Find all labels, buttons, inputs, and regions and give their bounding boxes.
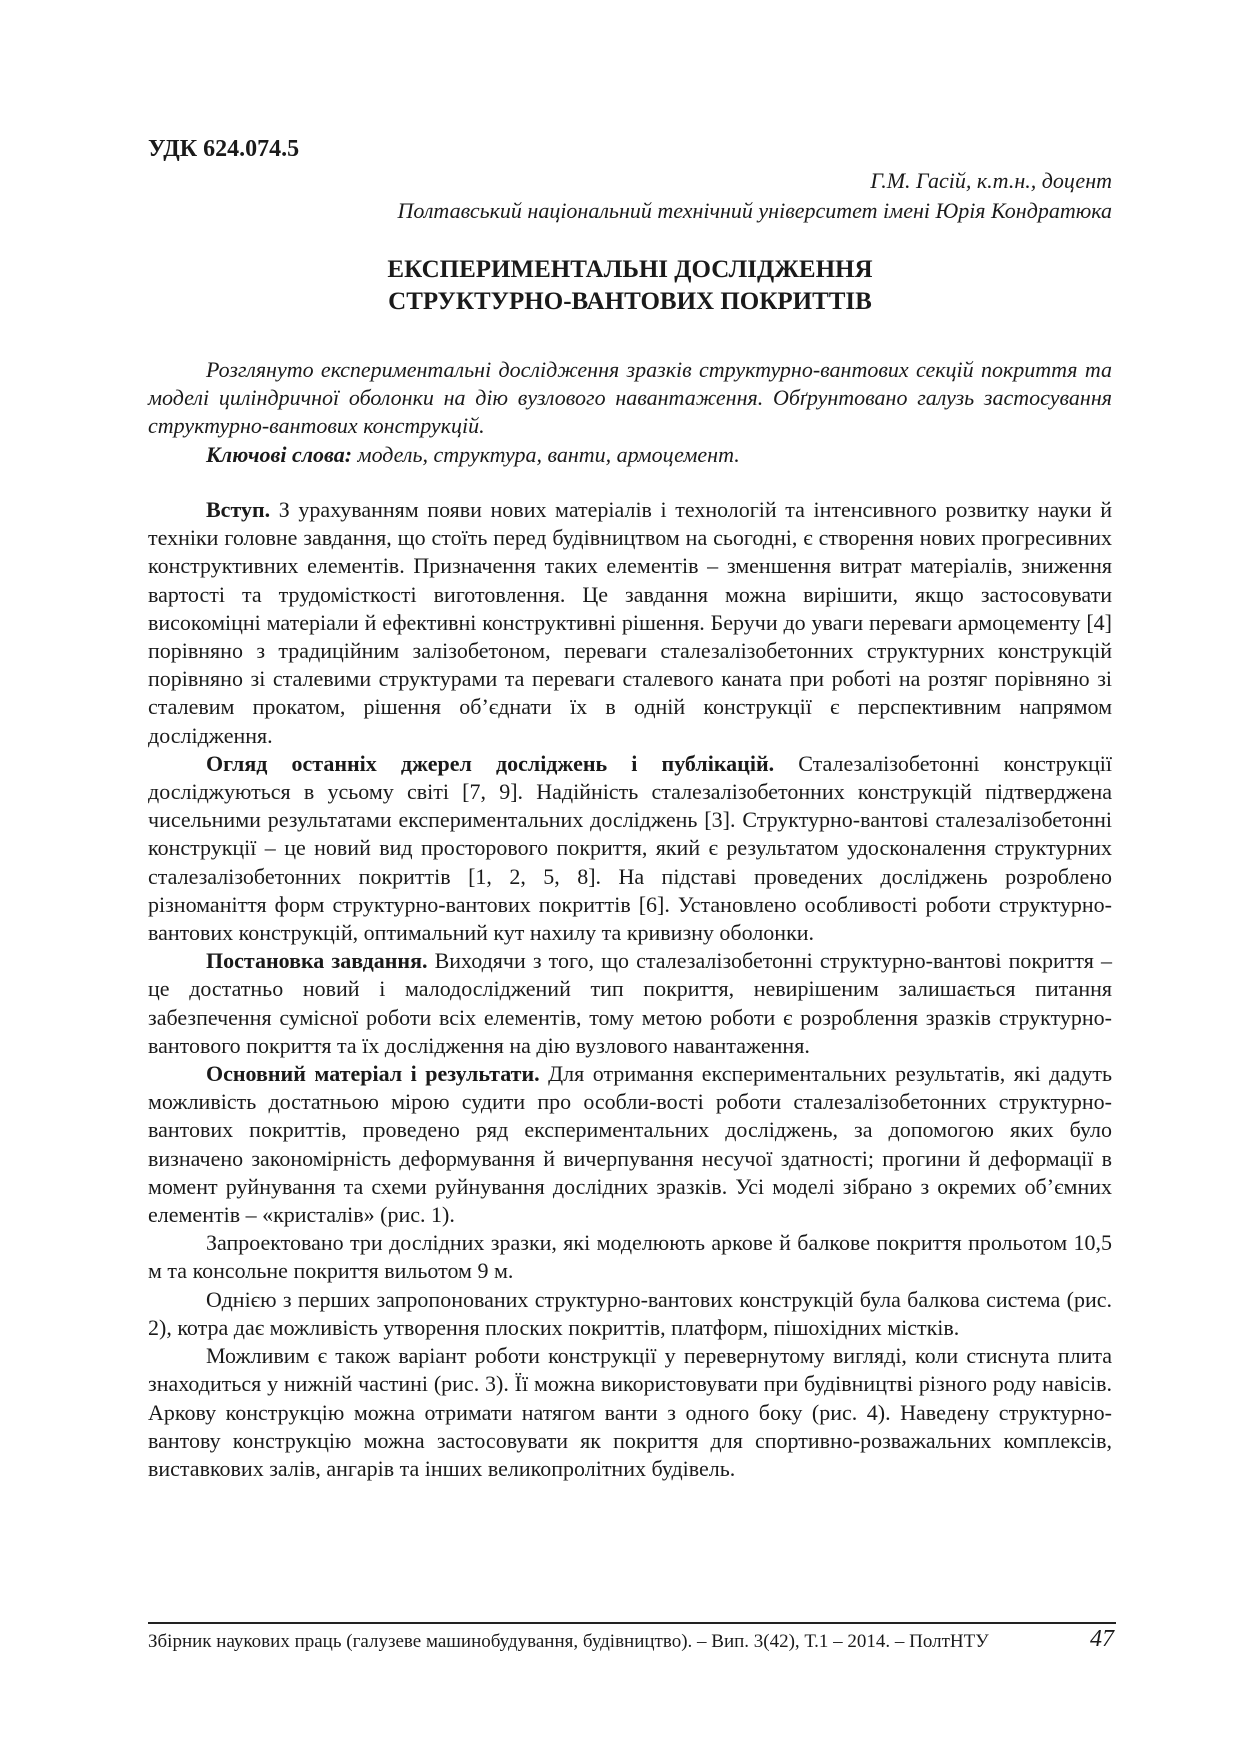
author-affiliation: Полтавський національний технічний університет імені Юрія Кондратюка	[397, 198, 1112, 223]
abstract-text: Розглянуто експериментальні дослідження зразків структурно-вантових секцій покриття та моделі циліндричної оболонки на дію вузлового навантаження. Обґрунтовано галузь застосування структурно-вантових конструкцій.	[148, 357, 1112, 438]
page-number: 47	[1090, 1626, 1114, 1652]
title-line-2: СТРУКТУРНО-ВАНТОВИХ ПОКРИТТІВ	[388, 288, 872, 315]
keywords	[148, 441, 1112, 469]
section-heading: Вступ.	[206, 497, 271, 522]
title-line-1: ЕКСПЕРИМЕНТАЛЬНІ ДОСЛІДЖЕННЯ	[387, 256, 873, 283]
section-heading: Постановка завдання.	[206, 948, 428, 974]
udk-code: УДК 624.074.5	[148, 136, 300, 162]
paragraph-beam-system	[148, 1286, 1112, 1342]
paragraph-text: Можливим є також варіант роботи конструкції у перевернутому вигляді, коли стиснута плита знаходиться у нижній частині (рис. 3). Її можна використовувати при будівництві різного роду навісів. Аркову конструкцію можна отримати натягом ванти з одного боку (рис. 4). Наведену структурно-вантову конструкцію можна застосовувати як покриття для спортивно-розважальних комплексів, виставкових залів, ангарів та інших великопролітних будівель.	[148, 1343, 1112, 1481]
paper-title	[148, 254, 1112, 318]
paragraph-introduction	[148, 496, 1112, 750]
paragraph-problem-statement	[148, 947, 1112, 1060]
paragraph-inverted-variant	[148, 1342, 1112, 1483]
paragraph-text: Для отримання експериментальних результатів, які дадуть можливість достатньою мірою судити про особли-вості роботи сталезалізобетонних структурно-вантових покриттів, проведено ряд експериментальних досліджень, за допомогою яких було визначено закономірність деформування й вичерпування несучої здатності; прогини й деформації в момент руйнування та схеми руйнування дослідних зразків. Усі моделі зібрано з окремих об’ємних елементів – «кристалів» (рис. 1).	[148, 1061, 1112, 1228]
journal-footer: Збірник наукових праць (галузеве машинобудування, будівництво). – Вип. 3(42), Т.1 – 2014. – ПолтНТУ	[148, 1631, 989, 1652]
paragraph-text: Виходячи з того, що сталезалізобетонні структурно-вантові покриття – це достатньо новий і малодосліджений тип покриття, невирішеним залишається питання забезпечення сумісної роботи всіх елементів, тому метою роботи є розроблення зразків структурно-вантового покриття та їх дослідження на дію вузлового навантаження.	[148, 948, 1112, 1058]
paper-body	[148, 496, 1112, 1483]
section-heading: Огляд останніх джерел досліджень і публікацій.	[206, 750, 775, 776]
paragraph-main-material	[148, 1060, 1112, 1229]
paragraph-text: Сталезалізобетонні конструкції досліджуються в усьому світі [7, 9]. Надійність сталезалізобетонних конструкцій підтверджена чисельними результатами експериментальних досліджень [3]. Структурно-вантові сталезалізобетонні конструкції – це новий вид просторового покриття, який є результатом удосконалення структурних сталезалізобетонних покриттів [1, 2, 5, 8]. На підставі проведених досліджень розроблено різноманіття форм структурно-вантових покриттів [6]. Установлено особливості роботи структурно-вантових конструкцій, оптимальний кут нахилу та кривизну оболонки.	[148, 750, 1112, 946]
keywords-text: модель, структура, ванти, армоцемент.	[352, 442, 740, 467]
author-block	[397, 166, 1112, 226]
paragraph-text: Запроектовано три дослідних зразки, які моделюють аркове й балкове покриття прольотом 10,5 м та консольне покриття вильотом 9 м.	[148, 1230, 1112, 1284]
author-name: Г.М. Гасій, к.т.н., доцент	[870, 168, 1112, 193]
paragraph-literature-review	[148, 750, 1112, 947]
footer-divider	[148, 1622, 1116, 1624]
paragraph-text: Однією з перших запропонованих структурно-вантових конструкцій була балкова система (рис. 2), котра дає можливість утворення плоских покриттів, платформ, пішохідних містків.	[148, 1286, 1112, 1340]
keywords-label: Ключові слова:	[206, 442, 353, 467]
abstract	[148, 356, 1112, 440]
paragraph-text: З урахуванням появи нових матеріалів і технологій та інтенсивного розвитку науки й техніки головне завдання, що стоїть перед будівництвом на сьогодні, є створення нових прогресивних конструктивних елементів. Призначення таких елементів – зменшення витрат матеріалів, зниження вартості та трудомісткості виготовлення. Це завдання можна вирішити, якщо застосовувати високоміцні матеріали й ефективні конструктивні рішення. Беручи до уваги переваги армоцементу [4] порівняно з традиційним залізобетоном, переваги сталезалізобетонних структурних конструкцій порівняно зі сталевими структурами та переваги сталевого каната при роботі на розтяг порівняно зі сталевим прокатом, рішення об’єднати їх в одній конструкції є перспективним напрямом дослідження.	[148, 497, 1112, 748]
paragraph-specimens	[148, 1229, 1112, 1285]
section-heading: Основний матеріал і результати.	[206, 1061, 540, 1087]
